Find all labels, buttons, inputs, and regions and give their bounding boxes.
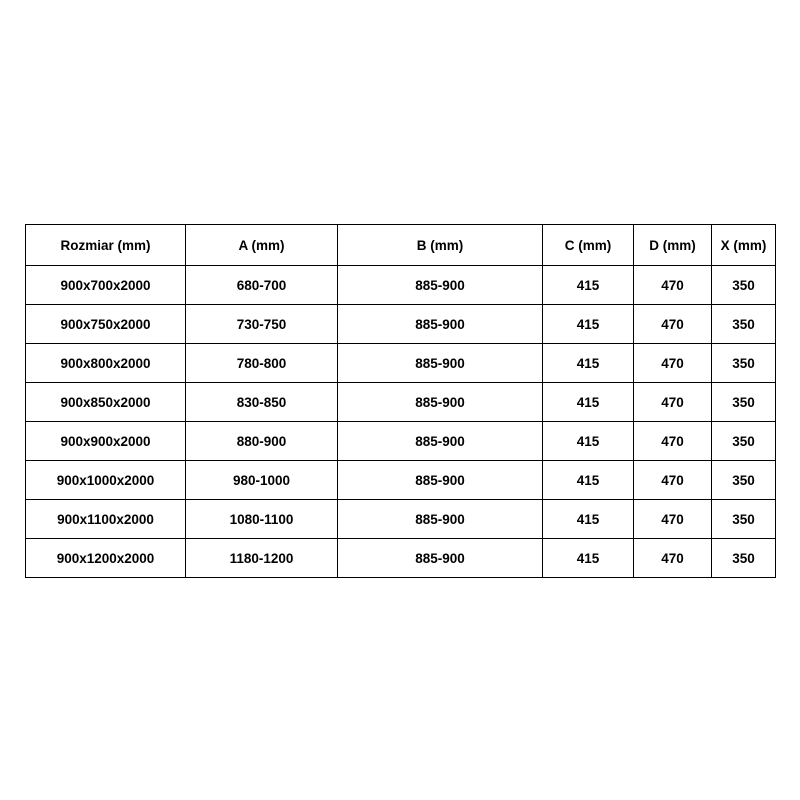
cell-a: 780-800 (186, 344, 338, 383)
cell-x: 350 (712, 383, 776, 422)
cell-a: 980-1000 (186, 461, 338, 500)
table-row (26, 383, 776, 422)
table-header-row (26, 225, 776, 266)
column-header-b: B (mm) (338, 225, 543, 266)
table-row (26, 266, 776, 305)
cell-d: 470 (634, 266, 712, 305)
cell-b: 885-900 (338, 422, 543, 461)
table-row (26, 344, 776, 383)
cell-size: 900x800x2000 (26, 344, 186, 383)
cell-c: 415 (543, 461, 634, 500)
cell-d: 470 (634, 500, 712, 539)
cell-d: 470 (634, 383, 712, 422)
cell-b: 885-900 (338, 461, 543, 500)
column-header-x: X (mm) (712, 225, 776, 266)
cell-b: 885-900 (338, 539, 543, 578)
cell-b: 885-900 (338, 266, 543, 305)
cell-size: 900x1200x2000 (26, 539, 186, 578)
cell-x: 350 (712, 539, 776, 578)
cell-x: 350 (712, 305, 776, 344)
column-header-d: D (mm) (634, 225, 712, 266)
cell-c: 415 (543, 305, 634, 344)
cell-c: 415 (543, 422, 634, 461)
table-row (26, 500, 776, 539)
cell-a: 830-850 (186, 383, 338, 422)
cell-c: 415 (543, 383, 634, 422)
column-header-size: Rozmiar (mm) (26, 225, 186, 266)
cell-b: 885-900 (338, 500, 543, 539)
cell-d: 470 (634, 461, 712, 500)
cell-x: 350 (712, 266, 776, 305)
table-row (26, 305, 776, 344)
table-row (26, 461, 776, 500)
cell-c: 415 (543, 266, 634, 305)
cell-a: 880-900 (186, 422, 338, 461)
cell-x: 350 (712, 500, 776, 539)
cell-a: 730-750 (186, 305, 338, 344)
spec-table-container (25, 224, 775, 578)
cell-b: 885-900 (338, 344, 543, 383)
column-header-a: A (mm) (186, 225, 338, 266)
cell-c: 415 (543, 539, 634, 578)
cell-c: 415 (543, 500, 634, 539)
cell-x: 350 (712, 461, 776, 500)
cell-size: 900x700x2000 (26, 266, 186, 305)
cell-b: 885-900 (338, 383, 543, 422)
dimensions-table (25, 224, 776, 578)
cell-a: 1080-1100 (186, 500, 338, 539)
cell-d: 470 (634, 344, 712, 383)
cell-size: 900x900x2000 (26, 422, 186, 461)
cell-a: 680-700 (186, 266, 338, 305)
cell-d: 470 (634, 539, 712, 578)
cell-a: 1180-1200 (186, 539, 338, 578)
cell-c: 415 (543, 344, 634, 383)
cell-b: 885-900 (338, 305, 543, 344)
table-row (26, 539, 776, 578)
cell-size: 900x850x2000 (26, 383, 186, 422)
cell-size: 900x750x2000 (26, 305, 186, 344)
cell-x: 350 (712, 422, 776, 461)
column-header-c: C (mm) (543, 225, 634, 266)
table-row (26, 422, 776, 461)
cell-d: 470 (634, 305, 712, 344)
cell-d: 470 (634, 422, 712, 461)
cell-size: 900x1100x2000 (26, 500, 186, 539)
cell-x: 350 (712, 344, 776, 383)
cell-size: 900x1000x2000 (26, 461, 186, 500)
